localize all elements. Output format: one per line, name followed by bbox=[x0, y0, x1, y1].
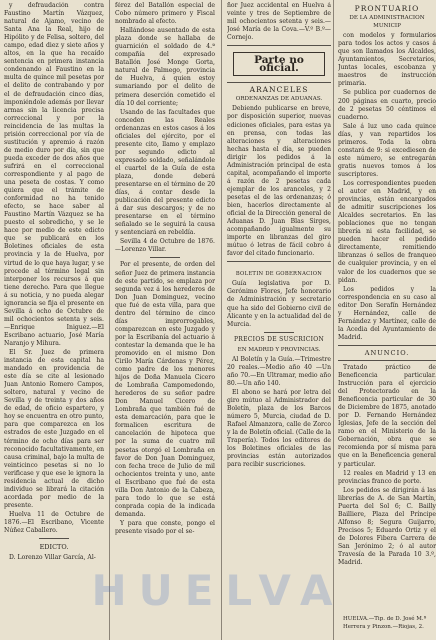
column-4 bbox=[338, 2, 436, 614]
printer-imprint: HUELVA.—Tip. de D. José M.ª Herrera y Pinzon.—Riojas, 2. bbox=[343, 616, 427, 630]
divider bbox=[39, 538, 69, 539]
article-paragraph: Hallándose ausentado de esta plaza donde se hallaba de guarnición el soldado de 4.ª compañía del expresado Batallón José Monge Gorta, natural de Palmego, provincia de Huelva, á quien estoy sumariando por el delito de primera deserción cometido el día 10 del corriente; bbox=[115, 27, 215, 107]
column-2 bbox=[115, 2, 215, 638]
edicto-heading: EDICTO. bbox=[39, 543, 69, 552]
article-paragraph: Y para que conste, pongo el presente visado por el se- bbox=[115, 519, 215, 535]
column-1 bbox=[4, 2, 104, 638]
divider bbox=[227, 261, 331, 262]
article-paragraph: Usando de las facultades que conceden las Reales ordenanzas en estos casos á los oficiales del ejército, por el presente cito, llamo y emplazo por segundo edicto al expresado soldado, señalándole el cuartel de la Guía de esta plaza, donde deberá presentarse en el término de 20 días, á contar desde la publicación del presente edicto á dar sus descargos; y de no presentarse en el término señalado se le seguirá la causa y sentenciará en rebeldía. bbox=[115, 108, 215, 237]
prontuario-subheading: DE LA ADMINISTRACION MUNICIP bbox=[349, 15, 425, 30]
article-paragraph: Tratado práctico de Beneficencia particular. Instrucción para el ejercicio del Protectorado en la Beneficencia particular de 30 de Diciembre de 1875, anotado por D. Fernando Hernández Iglesias, Jefe de la sección del ramo en el Ministerio de la Gobernación, obra que se recomienda por sí misma para que en la Beneficencia general y particular. bbox=[338, 363, 436, 468]
archive-watermark: HUELVA bbox=[91, 566, 345, 615]
article-signature: Sevilla 4 de Octubre de 1876.—Lorenzo Villar. bbox=[115, 238, 215, 254]
precios-heading: PRECIOS DE SUSCRICION bbox=[233, 335, 325, 343]
aranceles-subheading: ORDENANZAS DE ADUANAS. bbox=[235, 96, 323, 103]
divider bbox=[338, 345, 436, 346]
column-rule bbox=[333, 0, 334, 640]
anuncio-heading: ANUNCIO. bbox=[364, 348, 410, 357]
divider bbox=[264, 332, 294, 333]
article-paragraph: El abono se hará por letra del giro mútuo al Administrador del Boletín, plaza de los Barcos número 5, Murcia, ciudad de D. Rafael Almanzora, calle de Zorco y la de Boletín oficial. (Calle de la Trapería). Todos los editores de los Boletines oficiales de las provincias están autorizados para recibir suscriciones. bbox=[227, 388, 331, 469]
article-paragraph: El Sr. Juez de primera instancia de esta capital ha mandado en providencia de este día se cite al lesionado Juan Antonio Romero Campos, soltero, natural y vecino de Sevilla y de treinta y dos años de edad, de oficio espartero, y hoy se encuentra en otro punto, para que comparezca en los estrados de este Juzgado en el término de ocho días para ser reconocido facultativamente, en causa criminal, bajo la multa de veinticinco pesetas si no lo verificase y que ese le ignora la residencia actual de dicho individuo se librará la citación acordada por medio de la presente. bbox=[4, 349, 104, 509]
article-paragraph: ñor Juez accidental en Huelva á veinte y tres de Septiembre de mil ochocientos setenta y seis.—José María de la Cova.—V.º B.º—Cornejo. bbox=[227, 2, 331, 42]
column-rule bbox=[221, 0, 222, 640]
article-paragraph: férez del Batallón especial de Cobo número primero y Fiscal nombrado al efecto. bbox=[115, 2, 215, 26]
article-paragraph: Guía legislativa por D. Gerónimo Flores, Jefe honorario de Administración y secretario que ha sido del Gobierno civil de Alicante y en la actualidad del de Murcia. bbox=[227, 280, 331, 328]
article-paragraph: Sale á luz uno cada quince días, y van repartidos los primeros. Toda la obra constará de 9: si excediesen de este número, se entregarán gratis nuevos tomos á los suscriptores. bbox=[338, 122, 436, 178]
article-paragraph: Los pedidos y la correspondencia en su caso al editor Don Serafín Hernández y Hernández, calle de Fernández y Martínez, calle de la Acedia del Ayuntamiento de Madrid. bbox=[338, 285, 436, 341]
article-paragraph: y defraudación contra Faustino Martín Vázquez, natural de Ajamo, vecino de Santa Ana la Real, hijo de Hipólito y de Felisa, soltero, del campo, edad diez y siete años y altos, en la que ha recaído sentencia en primera instancia condenando al Faustino en la multa de quince mil pesetas por el delito de contrabando y por el de defraudación cinco días, imponiéndole además por llevar armas sin la licencia precisa correccional y por la reincidencia de las multas la prisión correccional por vía de sustitución y apremio á razón de medio duro por día, sin que pueda exceder de dos años que sufrirá en el correccional correspondiente y al pago de una peseta de costas. Y como quiera que el trámite de conformidad no ha tenido efecto, se hace saber al Faustino Martín Vázquez se ha puesto el sobredicho, y se le hace por medio de este edicto que se publicará en los Boletines oficiales de esta provincia y la de Huelva, por virtud de lo que haya lugar, y se procede al término legal sin interponer los recursos á que tiene derecho. Para que llegue á su noticia, y no pueda alegar ignorancia se fija el presente en Sevilla á ocho de Octubre de mil ochocientos setenta y seis.—Enrique Iniguez.—El Escribano actuario, José María Naranjo y Mihura. bbox=[4, 2, 104, 347]
section-title-box: Parte no oficial. bbox=[233, 52, 325, 76]
article-paragraph: D. Lorenzo Villar García, Al- bbox=[9, 554, 96, 562]
column-3 bbox=[227, 2, 331, 638]
article-paragraph: Se publica por cuadernos de 200 páginas en cuarto, precio de 2 pesetas 50 céntimos el cuaderno. bbox=[338, 89, 436, 121]
article-paragraph: Por el presente, de orden del señor Juez de primera instancia de este partido, se emplaza por segunda vez á los herederos de Don Juan Dominguez, vecino que fué de esta villa, para que dentro del término de cinco días improrrogables, comparezcan en este Juzgado y por la Escribanía del actuario á contestar la demanda que le ha promovido en el mismo Don Cirilo María Cárdenas y Pérez, como padre de los menores hijos de Doña Manuela Cicero de Lombraña Campomedondo, herederos de su señor padre Don Manuel Cicero de Lombraña que también fué de esta demarcación, para que le formalicen escritura de cancelación de hipoteca que por la suma de cuatro mil pesetas otorgó el Lombraña en favor de Don Juan Dominguez, con fecha trece de Julio de mil ochocientos treinta y uno, ante el Escribano que fué de esta villa Don Antonio de la Cabeza, para todo lo que se está conprada copia de la indicada demanda. bbox=[115, 261, 215, 518]
article-paragraph: con modelos y formularios para todos los actos y casos á que son llamados los Alcaldes, Ayuntamientos, Secretarios, Juntas locales, escobanza y maestros de instrucción primaria. bbox=[338, 32, 436, 88]
article-paragraph: Los correspondientes pueden el autor en Madrid, y en provincias, están encargados de admitir suscripciones los Alcaldes secretarios. En las poblaciones que no tengan librería ni esta facilidad, se pueden hacer el pedido directamente, remitiendo libranzas ó sellos de franqueo de cualquier provincia, y en el valor de los cuadernos que se pidan. bbox=[338, 179, 436, 284]
article-paragraph: 12 reales en Madrid y 13 en provincias franco de porte. bbox=[338, 469, 436, 485]
aranceles-heading: ARANCELES bbox=[249, 85, 309, 95]
divider bbox=[150, 257, 180, 258]
precios-subheading: EN MADRID Y PROVINCIAS. bbox=[237, 346, 321, 353]
column-rule bbox=[109, 0, 110, 640]
divider bbox=[227, 82, 331, 83]
divider bbox=[338, 360, 436, 361]
article-paragraph: Debiendo publicarse en breve, por disposición superior, nuevas ediciones oficiales, para estas ya en prensa, con todas las alteraciones y alteraciones hechas hasta el día, se pueden dirigir los pedidos á la Administración principal de esta capital, acompañando el importe á razón de 2 pesetas cada ejemplar de los aranceles, y 2 pesetas el de las ordenanzas; ó bien, hacerlos directamente al oficial de la Dirección general de Aduanas D. Juan Blas Sirges, acompañando igualmente su importe en libranzas del giro mútuo ó letras de fácil cobro á favor del citado funcionario. bbox=[227, 105, 331, 258]
article-paragraph: Huelva 11 de Octubre de 1876.—El Escribano, Vicente Núñez Caballero. bbox=[4, 510, 104, 535]
prontuario-heading: PRONTUARIO bbox=[354, 4, 420, 13]
article-paragraph: Al Boletín y la Guía.—Trimestre 20 reales.—Medio año 40 —Un año 70.—En Ultramar, medio año 80.—Un año 140. bbox=[227, 355, 331, 387]
boletin-heading: BOLETIN DE GOBERNACION bbox=[235, 271, 323, 278]
divider bbox=[227, 45, 331, 46]
article-paragraph: Los pedidos se dirigirán á las librerías de A. de San Martín, Puerta del Sol 6; C. Bailly Bailliere, Plaza del Príncipe Alfonso 8; Segura Guijarro, Precisos 5; Eduardo Ortiz y el de Dolores Fibera Carrera de San Jerónimo 2; ó al autor Travesía de la Parada 10 3.º, Madrid. bbox=[338, 486, 436, 567]
